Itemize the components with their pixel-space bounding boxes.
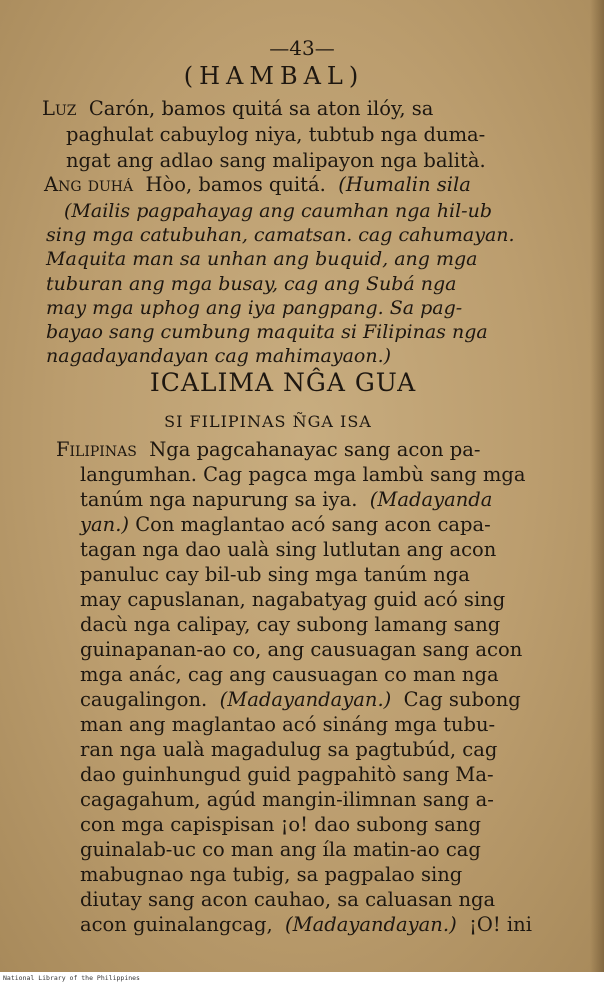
speaker-name: Filipinas	[56, 438, 137, 461]
dialogue-line: Carón, bamos quitá sa aton ilóy, sa	[88, 97, 434, 120]
dialogue-line: guinalab-uc co man ang íla matin-ao cag	[80, 838, 481, 861]
stage-direction: (Humalin sila	[338, 173, 471, 196]
dialogue-line: Con maglantao acó sang acon capa-	[135, 513, 491, 536]
speaker-name: Luz	[42, 97, 77, 120]
dialogue-line: dao guinhungud guid pagpahitò sang Ma-	[80, 763, 494, 786]
dialogue-line: langumhan. Cag pagca mga lambù sang mga	[80, 463, 526, 486]
stage-direction: nagadayandayan cag mahimayaon.)	[46, 345, 392, 367]
dialogue-line: acon guinalangcag,	[80, 913, 273, 936]
stage-direction: (Mailis pagpahayag ang caumhan nga hil-ub	[64, 200, 492, 222]
page-fold-shadow	[590, 0, 604, 972]
dialogue-line: guinapanan-ao co, ang causuagan sang acon	[80, 638, 523, 661]
speaker-name: Ang duhá	[44, 173, 134, 196]
stage-direction: tuburan ang mga busay, cag ang Subá nga	[46, 273, 457, 295]
dialogue-line: caugalingon.	[80, 688, 208, 711]
dialogue-line: Hòo, bamos quitá.	[145, 173, 326, 196]
dialogue-line: con mga capispisan ¡o! dao subong sang	[80, 813, 481, 836]
library-credit: National Library of the Philippines	[3, 974, 140, 982]
dialogue-line: tanúm nga napurung sa iya.	[80, 488, 358, 511]
act-heading: ICALIMA NĜA GUA	[149, 368, 417, 397]
dialogue-line: ¡O! ini	[469, 913, 532, 936]
dialogue-line: panuluc cay bil-ub sing mga tanúm nga	[80, 563, 470, 586]
dialogue-line: Nga pagcahanayac sang acon pa-	[149, 438, 481, 461]
dialogue-line: tagan nga dao ualà sing lutlutan ang acon	[80, 538, 497, 561]
stage-direction: bayao sang cumbung maquita si Filipinas nga	[46, 321, 488, 343]
dialogue-line: cagagahum, agúd mangin-ilimnan sang a-	[80, 788, 494, 811]
dialogue-line: ngat ang adlao sang malipayon nga balità.	[66, 149, 486, 172]
dialogue-line: dacù nga calipay, cay subong lamang sang	[80, 613, 501, 636]
page-number: —43—	[269, 36, 335, 60]
stage-direction: may mga uphog ang iya pangpang. Sa pag-	[46, 297, 463, 319]
stage-direction: (Madayandayan.)	[219, 688, 392, 711]
stage-direction: sing mga catubuhan, camatsan. cag cahumayan.	[46, 224, 515, 246]
dialogue-line: mga anác, cag ang causuagan co man nga	[80, 663, 499, 686]
dialogue-line: ran nga ualà magadulug sa pagtubúd, cag	[80, 738, 498, 761]
dialogue-line: mabugnao nga tubig, sa pagpalao sing	[80, 863, 463, 886]
scene-subheading: SI FILIPINAS ÑGA ISA	[164, 412, 372, 431]
dialogue-line: man ang maglantao acó sináng mga tubu-	[80, 713, 496, 736]
dialogue-line: diutay sang acon cauhao, sa caluasan nga	[80, 888, 496, 911]
dialogue-line: paghulat cabuylog niya, tubtub nga duma-	[66, 123, 486, 146]
stage-direction: Maquita man sa unhan ang buquid, ang mga	[46, 248, 478, 270]
dialogue-line: may capuslanan, nagabatyag guid acó sing	[80, 588, 506, 611]
scene-title: (HAMBAL)	[183, 62, 365, 90]
stage-direction: (Madayanda	[369, 488, 493, 511]
stage-direction: (Madayandayan.)	[285, 913, 457, 936]
stage-direction: yan.)	[80, 513, 130, 536]
dialogue-line: Cag subong	[403, 688, 521, 711]
